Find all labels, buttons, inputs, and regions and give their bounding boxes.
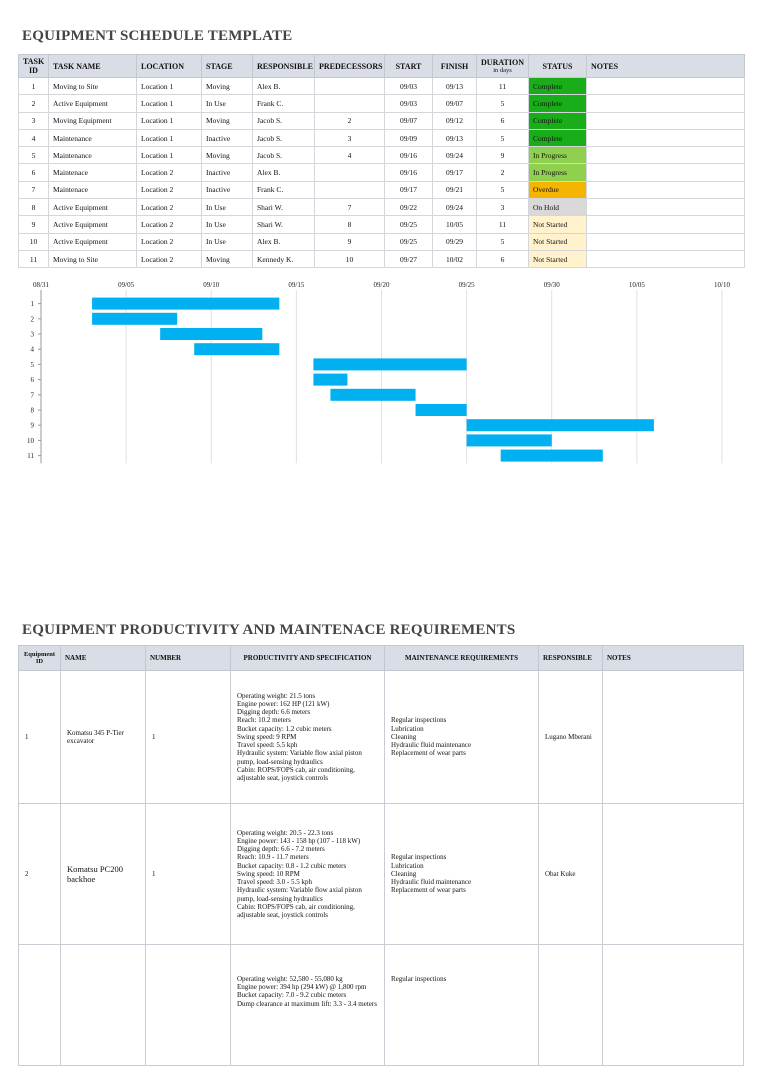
gantt-y-label: 7 (30, 391, 34, 400)
gantt-x-tick: 09/05 (118, 281, 135, 289)
cell-task-id[interactable]: 7 (19, 181, 49, 198)
gantt-x-tick: 10/10 (714, 281, 730, 289)
cell-prod-notes[interactable] (603, 671, 744, 804)
cell-task-name[interactable]: Active Equipment (49, 216, 137, 233)
cell-duration[interactable]: 5 (477, 129, 529, 146)
cell-responsible[interactable]: Frank C. (253, 181, 315, 198)
cell-duration[interactable]: 11 (477, 216, 529, 233)
schedule-row (19, 199, 745, 216)
cell-prod-notes[interactable] (603, 945, 744, 1066)
cell-maintenance-req[interactable] (385, 671, 539, 804)
cell-responsible[interactable]: Alex B. (253, 164, 315, 181)
maintenance-req-line: Regular inspections (391, 716, 447, 725)
gantt-bar-9[interactable] (467, 419, 654, 431)
cell-predecessors[interactable]: 7 (315, 199, 385, 216)
cell-responsible[interactable]: Shari W. (253, 199, 315, 216)
cell-task-id[interactable]: 11 (19, 250, 49, 267)
gantt-y-labels (27, 300, 41, 460)
cell-location[interactable]: Location 2 (137, 250, 202, 267)
schedule-row (19, 95, 745, 112)
cell-status[interactable]: In Progress (529, 164, 587, 181)
productivity-spec-line: Digging depth: 6.6 meters (237, 708, 311, 717)
cell-start[interactable]: 09/16 (385, 147, 433, 164)
cell-task-id[interactable]: 9 (19, 216, 49, 233)
col-maintenance[interactable]: MAINTENANCE REQUIREMENTS (385, 646, 539, 671)
cell-start[interactable]: 09/03 (385, 95, 433, 112)
cell-duration[interactable]: 11 (477, 78, 529, 95)
col-equipment-id[interactable]: Equipment ID (19, 646, 61, 671)
cell-task-id[interactable]: 5 (19, 147, 49, 164)
productivity-spec-line: Bucket capacity: 1.2 cubic meters (237, 724, 332, 733)
cell-start[interactable]: 09/27 (385, 250, 433, 267)
cell-stage[interactable]: Inactive (202, 181, 253, 198)
equipment-name-text: Komatsu PC200 backhoe (67, 863, 123, 884)
col-status[interactable]: STATUS (529, 55, 587, 78)
cell-duration[interactable]: 5 (477, 95, 529, 112)
cell-notes[interactable] (587, 233, 745, 250)
productivity-spec-line: Hydraulic system: Variable flow axial piston pump, load-sensing hydraulics (237, 749, 362, 766)
cell-task-id[interactable]: 4 (19, 129, 49, 146)
gantt-bar-5[interactable] (313, 358, 466, 370)
cell-task-name[interactable]: Moving to Site (49, 250, 137, 267)
productivity-spec-line: Travel speed: 3.0 - 5.5 kph (237, 878, 312, 887)
productivity-spec-line: Reach: 10.9 - 11.7 meters (237, 853, 309, 862)
cell-responsible[interactable]: Alex B. (253, 78, 315, 95)
cell-predecessors[interactable] (315, 78, 385, 95)
col-duration[interactable] (477, 55, 529, 78)
cell-start[interactable]: 09/25 (385, 233, 433, 250)
cell-notes[interactable] (587, 164, 745, 181)
gantt-y-label: 3 (30, 330, 34, 339)
cell-equipment-number[interactable] (146, 671, 231, 804)
cell-start[interactable]: 09/17 (385, 181, 433, 198)
productivity-spec-line: Travel speed: 5.5 kph (237, 741, 298, 750)
maintenance-req-line: Replacement of wear parts (391, 749, 466, 758)
productivity-spec-line: Cabin: ROPS/FOPS cab, air conditioning, adjustable seat, joystick controls (237, 765, 355, 782)
schedule-row (19, 164, 745, 181)
gantt-x-tick: 09/25 (458, 281, 475, 289)
gantt-bar-1[interactable] (92, 298, 279, 310)
equipment-number-text: 1 (152, 732, 156, 741)
cell-stage[interactable]: In Use (202, 233, 253, 250)
productivity-spec-line: Operating weight: 21.5 tons (237, 691, 316, 700)
gantt-x-tick: 10/05 (628, 281, 645, 289)
gantt-x-tick: 08/31 (33, 281, 49, 289)
col-task-id[interactable]: TASK ID (19, 55, 49, 78)
productivity-spec-line: Hydraulic system: Variable flow axial piston pump, load-sensing hydraulics (237, 886, 362, 903)
col-duration-sub: in days (493, 67, 512, 74)
cell-duration[interactable]: 6 (477, 250, 529, 267)
cell-equipment-name[interactable] (61, 671, 146, 804)
gantt-y-label: 8 (30, 406, 34, 415)
cell-notes[interactable] (587, 95, 745, 112)
cell-responsible[interactable]: Alex B. (253, 233, 315, 250)
cell-equipment-name[interactable] (61, 945, 146, 1066)
col-predecessors[interactable]: PREDECESSORS (315, 55, 385, 78)
cell-duration[interactable]: 3 (477, 199, 529, 216)
cell-prod-responsible[interactable] (539, 804, 603, 945)
gantt-bar-11[interactable] (501, 450, 603, 462)
gantt-y-label: 10 (27, 436, 34, 445)
cell-status[interactable]: Not Started (529, 250, 587, 267)
schedule-row (19, 233, 745, 250)
cell-location[interactable]: Location 2 (137, 233, 202, 250)
cell-prod-responsible[interactable] (539, 945, 603, 1066)
cell-finish[interactable]: 10/02 (433, 250, 477, 267)
cell-finish[interactable]: 09/12 (433, 112, 477, 129)
cell-task-name[interactable]: Maintenance (49, 129, 137, 146)
productivity-spec-line: Engine power: 162 HP (121 kW) (237, 700, 330, 709)
cell-task-name[interactable]: Active Equipment (49, 95, 137, 112)
schedule-row (19, 112, 745, 129)
col-start[interactable]: START (385, 55, 433, 78)
cell-start[interactable]: 09/09 (385, 129, 433, 146)
cell-duration[interactable]: 9 (477, 147, 529, 164)
cell-finish[interactable]: 09/13 (433, 129, 477, 146)
gantt-y-label: 6 (30, 376, 34, 385)
equipment-id-text: 1 (25, 732, 29, 741)
cell-location[interactable]: Location 1 (137, 147, 202, 164)
cell-duration[interactable]: 2 (477, 164, 529, 181)
cell-task-name[interactable]: Maintenance (49, 147, 137, 164)
cell-task-name[interactable]: Active Equipment (49, 233, 137, 250)
schedule-row (19, 216, 745, 233)
gantt-x-tick: 09/10 (203, 281, 220, 289)
cell-location[interactable]: Location 1 (137, 129, 202, 146)
maintenance-req-line: Cleaning (391, 732, 417, 741)
cell-start[interactable]: 09/16 (385, 164, 433, 181)
cell-status[interactable]: On Hold (529, 199, 587, 216)
cell-status[interactable]: Complete (529, 112, 587, 129)
cell-finish[interactable]: 09/21 (433, 181, 477, 198)
cell-task-name[interactable]: Moving Equipment (49, 112, 137, 129)
productivity-spec-line: Dump clearance at maximum lift: 3.3 - 3.4 meters (237, 999, 377, 1008)
cell-predecessors[interactable] (315, 95, 385, 112)
cell-notes[interactable] (587, 112, 745, 129)
schedule-row (19, 129, 745, 146)
maintenance-req-line: Cleaning (391, 869, 417, 878)
cell-predecessors[interactable] (315, 181, 385, 198)
gantt-bar-7[interactable] (330, 389, 415, 401)
productivity-title: EQUIPMENT PRODUCTIVITY AND MAINTENACE REQUIREMENTS (22, 622, 516, 638)
cell-notes[interactable] (587, 250, 745, 267)
cell-location[interactable]: Location 1 (137, 95, 202, 112)
cell-notes[interactable] (587, 129, 745, 146)
gantt-bars (92, 298, 654, 462)
cell-duration[interactable]: 5 (477, 233, 529, 250)
gantt-bar-6[interactable] (313, 374, 347, 386)
maintenance-req-line: Replacement of wear parts (391, 886, 466, 895)
productivity-spec-line: Operating weight: 20.5 - 22.3 tons (237, 828, 334, 837)
equipment-id-text: 2 (25, 869, 29, 878)
cell-start[interactable]: 09/03 (385, 78, 433, 95)
cell-predecessors[interactable]: 4 (315, 147, 385, 164)
cell-productivity-spec[interactable] (231, 804, 385, 945)
productivity-table (18, 645, 744, 1066)
cell-location[interactable]: Location 1 (137, 78, 202, 95)
gantt-x-ticks (33, 281, 730, 289)
cell-task-id[interactable]: 1 (19, 78, 49, 95)
cell-task-id[interactable]: 3 (19, 112, 49, 129)
productivity-spec-line: Bucket capacity: 7.0 - 9.2 cubic meters (237, 991, 347, 1000)
col-name[interactable]: NAME (61, 646, 146, 671)
maintenance-req-line: Lubrication (391, 861, 424, 870)
col-task-name[interactable]: TASK NAME (49, 55, 137, 78)
cell-notes[interactable] (587, 147, 745, 164)
cell-responsible[interactable]: Jacob S. (253, 129, 315, 146)
cell-equipment-number[interactable] (146, 804, 231, 945)
col-notes[interactable]: NOTES (587, 55, 745, 78)
col-stage[interactable]: STAGE (202, 55, 253, 78)
cell-predecessors[interactable]: 3 (315, 129, 385, 146)
cell-responsible[interactable]: Kennedy K. (253, 250, 315, 267)
schedule-row (19, 181, 745, 198)
cell-status[interactable]: In Progress (529, 147, 587, 164)
cell-location[interactable]: Location 2 (137, 199, 202, 216)
gantt-y-label: 5 (30, 360, 34, 369)
productivity-spec-line: Bucket capacity: 0.8 - 1.2 cubic meters (237, 861, 347, 870)
cell-task-id[interactable]: 8 (19, 199, 49, 216)
cell-stage[interactable]: Moving (202, 147, 253, 164)
cell-finish[interactable]: 09/13 (433, 78, 477, 95)
cell-status[interactable]: Not Started (529, 216, 587, 233)
gantt-y-label: 11 (27, 452, 34, 461)
gantt-chart (0, 276, 768, 466)
cell-duration[interactable]: 5 (477, 181, 529, 198)
cell-stage[interactable]: Moving (202, 250, 253, 267)
cell-location[interactable]: Location 2 (137, 216, 202, 233)
schedule-row (19, 250, 745, 267)
cell-start[interactable]: 09/07 (385, 112, 433, 129)
cell-finish[interactable]: 09/29 (433, 233, 477, 250)
col-location[interactable]: LOCATION (137, 55, 202, 78)
cell-productivity-spec[interactable] (231, 945, 385, 1066)
cell-finish[interactable]: 09/17 (433, 164, 477, 181)
cell-stage[interactable]: In Use (202, 95, 253, 112)
prod-responsible-text: Obat Kuke (545, 869, 576, 878)
cell-task-name[interactable]: Active Equipment (49, 199, 137, 216)
productivity-spec-line: Reach: 10.2 meters (237, 716, 291, 725)
productivity-spec-line: Digging depth: 6.6 - 7.2 meters (237, 845, 325, 854)
cell-stage[interactable]: Inactive (202, 164, 253, 181)
gantt-bar-4[interactable] (194, 343, 279, 355)
schedule-table (18, 54, 745, 268)
schedule-row (19, 147, 745, 164)
cell-location[interactable]: Location 1 (137, 112, 202, 129)
cell-prod-responsible[interactable] (539, 671, 603, 804)
cell-stage[interactable]: Moving (202, 78, 253, 95)
gantt-x-tick: 09/20 (373, 281, 390, 289)
cell-responsible[interactable]: Frank C. (253, 95, 315, 112)
schedule-row (19, 78, 745, 95)
gantt-y-label: 1 (30, 300, 34, 309)
maintenance-req-line: Hydraulic fluid maintenance (391, 741, 472, 750)
productivity-row (19, 804, 744, 945)
cell-location[interactable]: Location 2 (137, 164, 202, 181)
col-prod-responsible[interactable]: RESPONSIBLE (539, 646, 603, 671)
cell-stage[interactable]: In Use (202, 199, 253, 216)
schedule-title: EQUIPMENT SCHEDULE TEMPLATE (22, 28, 293, 44)
cell-notes[interactable] (587, 199, 745, 216)
cell-status[interactable]: Overdue (529, 181, 587, 198)
cell-equipment-id[interactable] (19, 671, 61, 804)
maintenance-req-line: Regular inspections (391, 975, 447, 983)
cell-stage[interactable]: Inactive (202, 129, 253, 146)
productivity-header-row (19, 646, 744, 671)
cell-task-name[interactable]: Moving to Site (49, 78, 137, 95)
gantt-bar-2[interactable] (92, 313, 177, 325)
gantt-bar-3[interactable] (160, 328, 262, 340)
gantt-x-tick: 09/30 (543, 281, 560, 289)
schedule-header-row (19, 55, 745, 78)
cell-maintenance-req[interactable] (385, 945, 539, 1066)
col-prod-notes[interactable]: NOTES (603, 646, 744, 671)
productivity-spec-line: Engine power: 394 hp (294 kW) @ 1,800 rpm (237, 983, 367, 992)
cell-task-name[interactable]: Maintenace (49, 164, 137, 181)
gantt-bar-10[interactable] (467, 434, 552, 446)
col-number[interactable]: NUMBER (146, 646, 231, 671)
cell-prod-notes[interactable] (603, 804, 744, 945)
col-duration-label: DURATION (481, 58, 524, 67)
cell-task-id[interactable]: 6 (19, 164, 49, 181)
cell-notes[interactable] (587, 78, 745, 95)
col-finish[interactable]: FINISH (433, 55, 477, 78)
cell-predecessors[interactable] (315, 164, 385, 181)
cell-predecessors[interactable]: 10 (315, 250, 385, 267)
cell-duration[interactable]: 6 (477, 112, 529, 129)
gantt-y-label: 4 (30, 345, 34, 354)
cell-status[interactable]: Complete (529, 95, 587, 112)
gantt-bar-8[interactable] (416, 404, 467, 416)
cell-start[interactable]: 09/25 (385, 216, 433, 233)
cell-finish[interactable]: 10/05 (433, 216, 477, 233)
productivity-spec-line: Operating weight: 52,580 - 55,080 kg (237, 975, 343, 983)
maintenance-req-line: Regular inspections (391, 853, 447, 862)
cell-equipment-id[interactable] (19, 945, 61, 1066)
gantt-y-label: 2 (30, 315, 34, 324)
productivity-spec-line: Cabin: ROPS/FOPS cab, air conditioning, adjustable seat, joystick controls (237, 902, 355, 919)
cell-status[interactable]: Complete (529, 129, 587, 146)
equipment-number-text: 1 (152, 869, 156, 878)
cell-task-name[interactable]: Maintenace (49, 181, 137, 198)
cell-responsible[interactable]: Jacob S. (253, 147, 315, 164)
maintenance-req-line: Hydraulic fluid maintenance (391, 878, 472, 887)
productivity-spec-line: Engine power: 143 - 158 hp (107 - 118 kW) (237, 837, 361, 846)
cell-predecessors[interactable]: 2 (315, 112, 385, 129)
cell-equipment-id[interactable] (19, 804, 61, 945)
cell-responsible[interactable]: Shari W. (253, 216, 315, 233)
col-responsible[interactable]: RESPONSIBLE (253, 55, 315, 78)
cell-equipment-number[interactable] (146, 945, 231, 1066)
cell-task-id[interactable]: 10 (19, 233, 49, 250)
cell-predecessors[interactable]: 8 (315, 216, 385, 233)
cell-equipment-name[interactable] (61, 804, 146, 945)
productivity-spec-line: Swing speed: 10 RPM (237, 869, 300, 878)
prod-responsible-text: Lugano Mberani (545, 732, 592, 741)
gantt-y-label: 9 (30, 421, 34, 430)
cell-notes[interactable] (587, 216, 745, 233)
cell-finish[interactable]: 09/24 (433, 147, 477, 164)
gantt-x-tick: 09/15 (288, 281, 305, 289)
cell-notes[interactable] (587, 181, 745, 198)
cell-stage[interactable]: Moving (202, 112, 253, 129)
productivity-row (19, 671, 744, 804)
cell-finish[interactable]: 09/24 (433, 199, 477, 216)
productivity-spec-line: Swing speed: 9 RPM (237, 732, 297, 741)
cell-status[interactable]: Complete (529, 78, 587, 95)
maintenance-req-line: Lubrication (391, 724, 424, 733)
cell-stage[interactable]: In Use (202, 216, 253, 233)
cell-task-id[interactable]: 2 (19, 95, 49, 112)
cell-responsible[interactable]: Jacob S. (253, 112, 315, 129)
cell-location[interactable]: Location 2 (137, 181, 202, 198)
cell-status[interactable]: Not Started (529, 233, 587, 250)
cell-predecessors[interactable]: 9 (315, 233, 385, 250)
productivity-row (19, 945, 744, 1066)
cell-start[interactable]: 09/22 (385, 199, 433, 216)
col-productivity[interactable]: PRODUCTIVITY AND SPECIFICATION (231, 646, 385, 671)
cell-productivity-spec[interactable] (231, 671, 385, 804)
cell-finish[interactable]: 09/07 (433, 95, 477, 112)
cell-maintenance-req[interactable] (385, 804, 539, 945)
equipment-name-text: Komatsu 345 P-Tier excavator (67, 728, 124, 745)
